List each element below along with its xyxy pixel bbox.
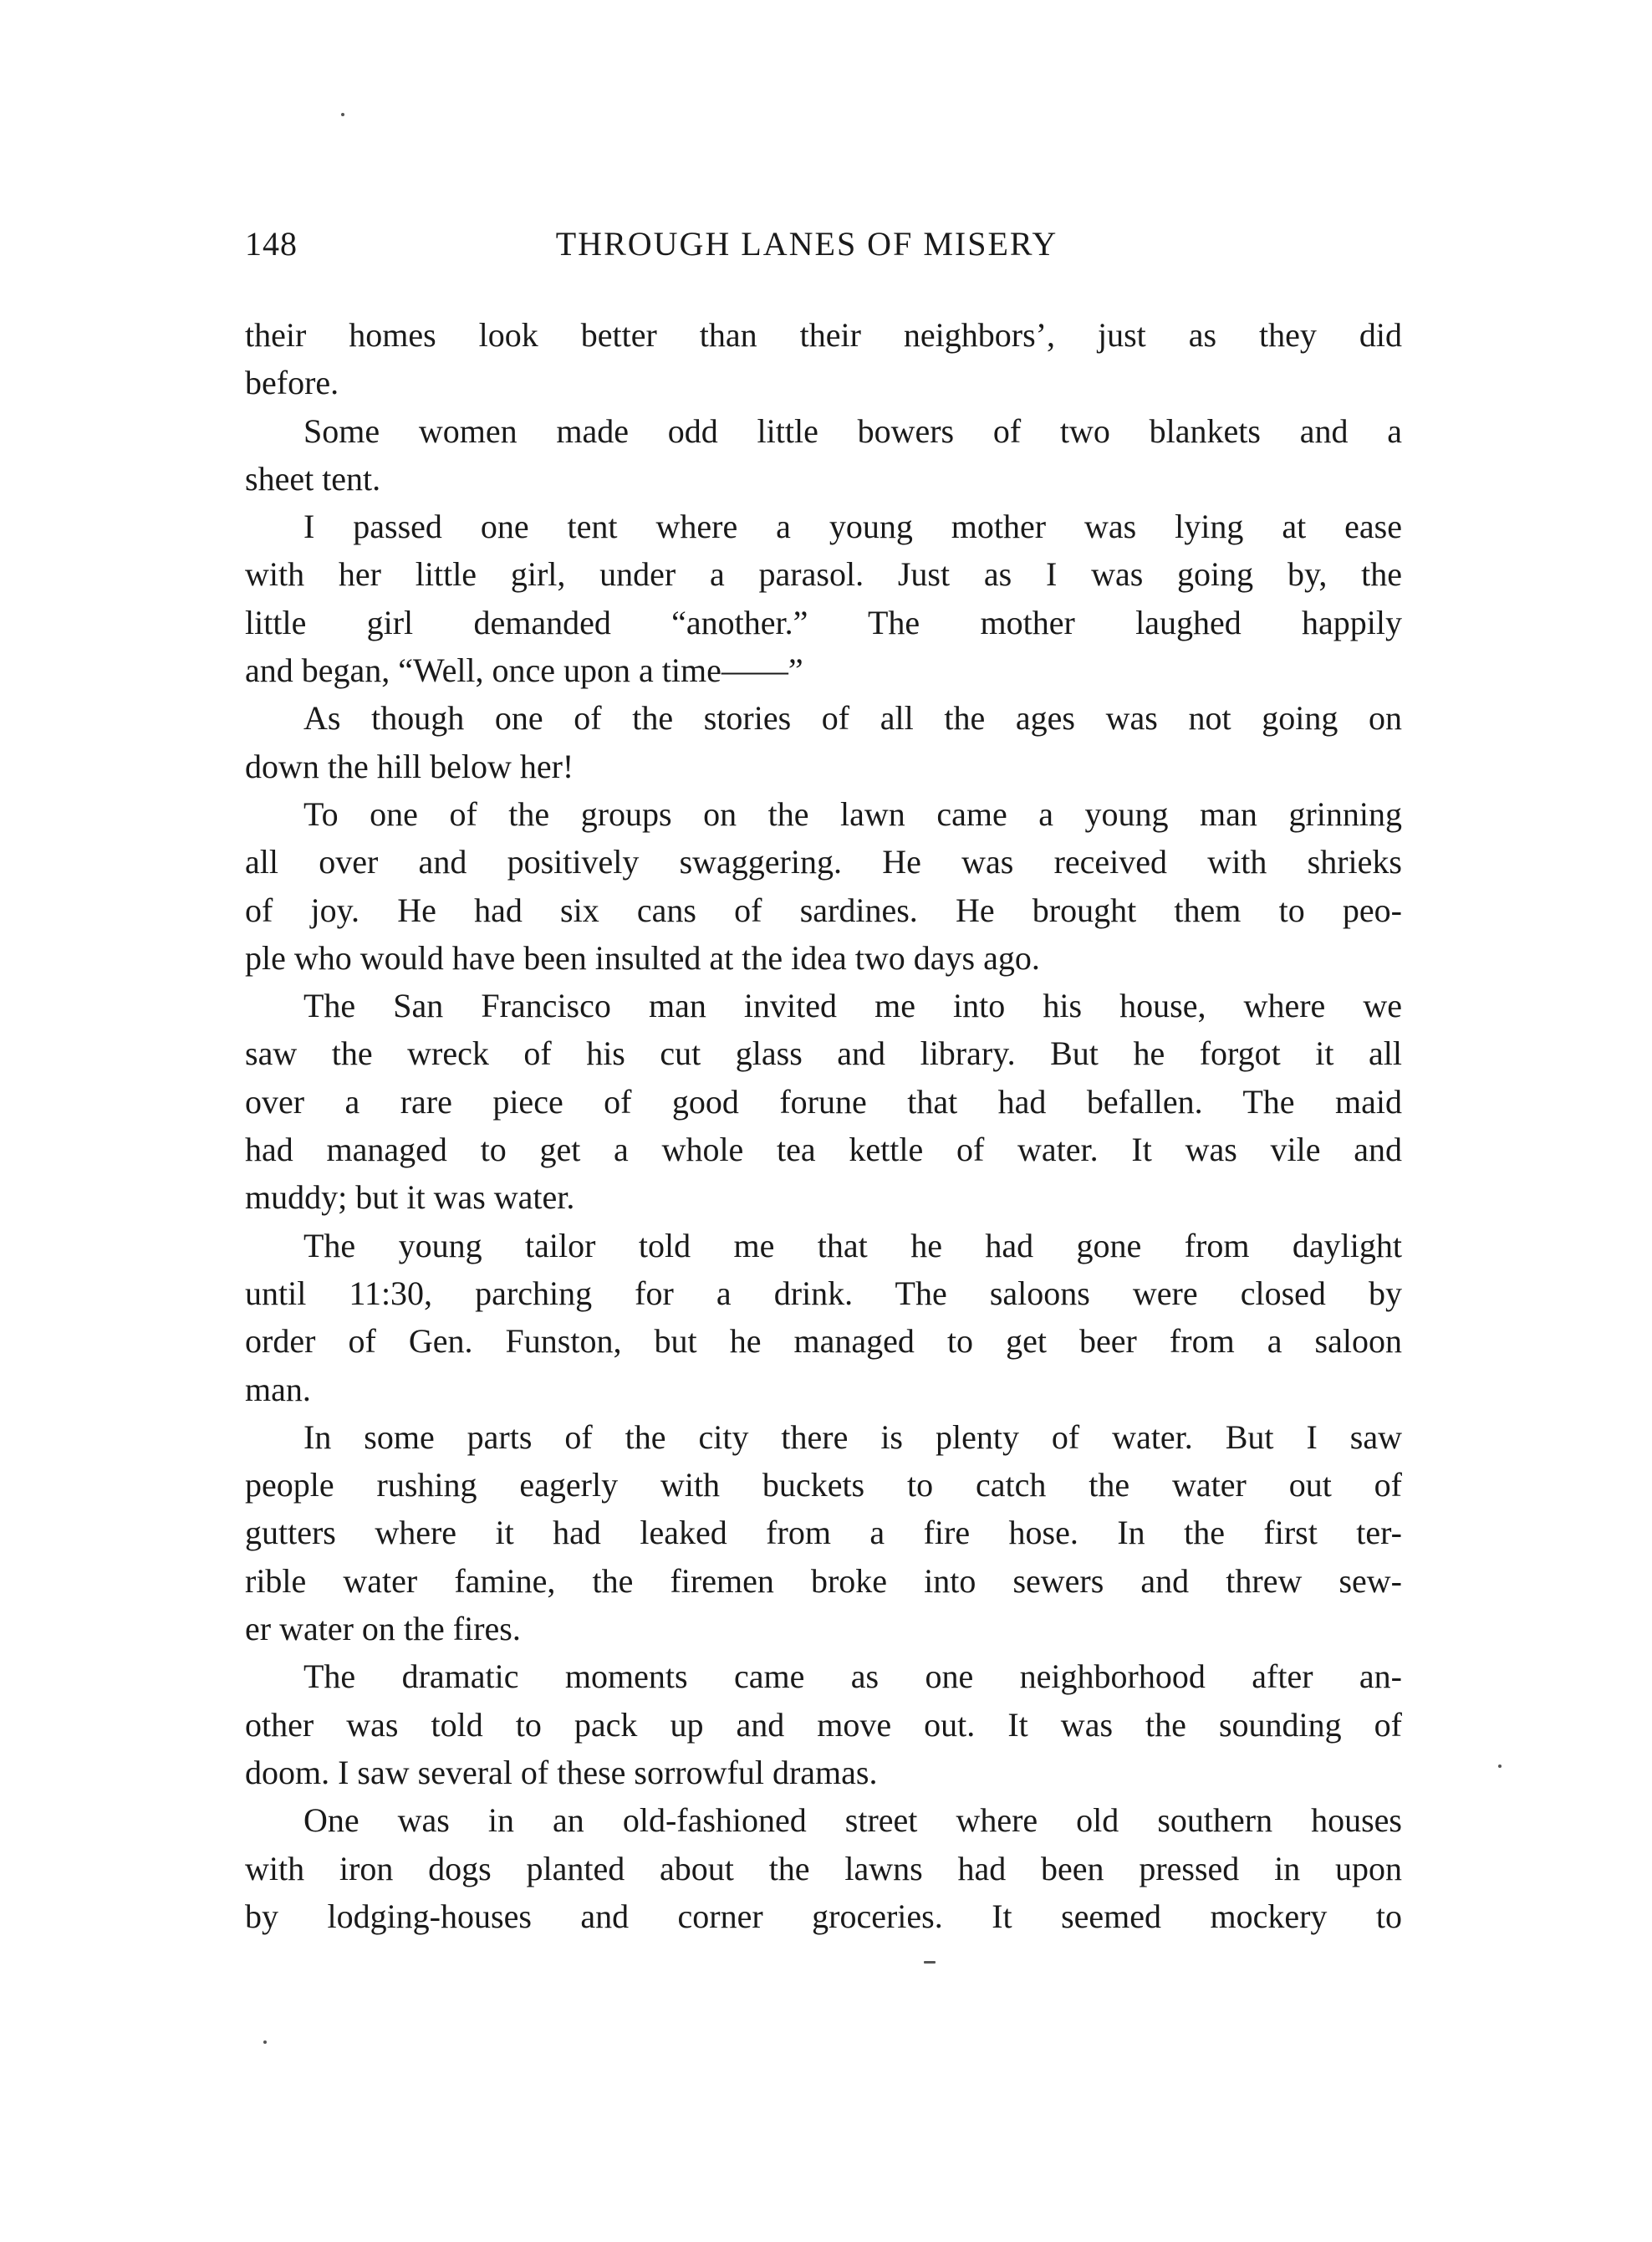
text-line: all over and positively swaggering. He was received with shrieks: [245, 843, 1402, 881]
text-line: had managed to get a whole tea kettle of water. It was vile and: [245, 1131, 1402, 1169]
text-line: man.: [245, 1370, 311, 1408]
text-line: One was in an old-fashioned street where old southern houses: [303, 1801, 1402, 1840]
text-line: gutters where it had leaked from a fire hose. In the first ter-: [245, 1514, 1402, 1552]
text-line: To one of the groups on the lawn came a young man grinning: [303, 794, 1402, 833]
text-line: Some women made odd little bowers of two blankets and a: [303, 411, 1402, 450]
paragraph: [245, 982, 1402, 1221]
scan-speck: [1498, 1764, 1502, 1768]
text-line: by lodging-houses and corner groceries. It seemed mockery to: [245, 1897, 1402, 1935]
paragraph: [245, 694, 1402, 790]
paragraph: [245, 1796, 1402, 1940]
scan-speck: [341, 113, 344, 116]
text-line: I passed one tent where a young mother was lying at ease: [303, 508, 1402, 546]
text-line: sheet tent.: [245, 459, 381, 498]
page-number: 148: [245, 225, 298, 263]
text-line: muddy; but it was water.: [245, 1178, 575, 1217]
scan-speck: [263, 2040, 267, 2044]
text-line: of joy. He had six cans of sardines. He brought them to peo-: [245, 891, 1402, 929]
text-line: The dramatic moments came as one neighborhood after an-: [303, 1657, 1402, 1696]
text-line: their homes look better than their neighbors’, just as they did: [245, 316, 1402, 354]
running-head: [245, 224, 1402, 274]
paragraph: [245, 407, 1402, 503]
text-line: other was told to pack up and move out. It was the sounding of: [245, 1705, 1402, 1744]
text-line: In some parts of the city there is plenty of water. But I saw: [303, 1417, 1402, 1456]
text-line: ple who would have been insulted at the idea two days ago.: [245, 938, 1040, 977]
text-line: The young tailor told me that he had gone from daylight: [303, 1226, 1402, 1264]
text-line: with her little girl, under a parasol. Just as I was going by, the: [245, 555, 1402, 594]
paragraph: [245, 1222, 1402, 1413]
text-line: The San Francisco man invited me into his house, where we: [303, 987, 1402, 1025]
paragraph: [245, 503, 1402, 694]
text-line: rible water famine, the firemen broke into sewers and threw sew-: [245, 1561, 1402, 1600]
text-line: people rushing eagerly with buckets to catch the water out of: [245, 1466, 1402, 1504]
text-line: er water on the fires.: [245, 1610, 521, 1648]
running-title: THROUGH LANES OF MISERY: [555, 225, 1058, 263]
paragraph: [245, 1413, 1402, 1652]
text-line: before.: [245, 364, 339, 402]
text-line: saw the wreck of his cut glass and library. But he forgot it all: [245, 1034, 1402, 1073]
paragraph: [245, 1652, 1402, 1796]
paragraph: [245, 311, 1402, 407]
scan-mark: [924, 1961, 936, 1964]
text-line: doom. I saw several of these sorrowful dramas.: [245, 1753, 878, 1791]
text-line: over a rare piece of good forune that had befallen. The maid: [245, 1082, 1402, 1121]
text-line: and began, “Well, once upon a time——”: [245, 651, 803, 690]
text-line: As though one of the stories of all the ages was not going on: [303, 699, 1402, 738]
body-text: [245, 311, 1402, 1940]
text-line: little girl demanded “another.” The mother laughed happily: [245, 603, 1402, 641]
text-line: down the hill below her!: [245, 747, 574, 785]
text-line: until 11:30, parching for a drink. The saloons were closed by: [245, 1274, 1402, 1312]
text-line: order of Gen. Funston, but he managed to get beer from a saloon: [245, 1322, 1402, 1361]
text-line: with iron dogs planted about the lawns had been pressed in upon: [245, 1849, 1402, 1887]
paragraph: [245, 790, 1402, 982]
